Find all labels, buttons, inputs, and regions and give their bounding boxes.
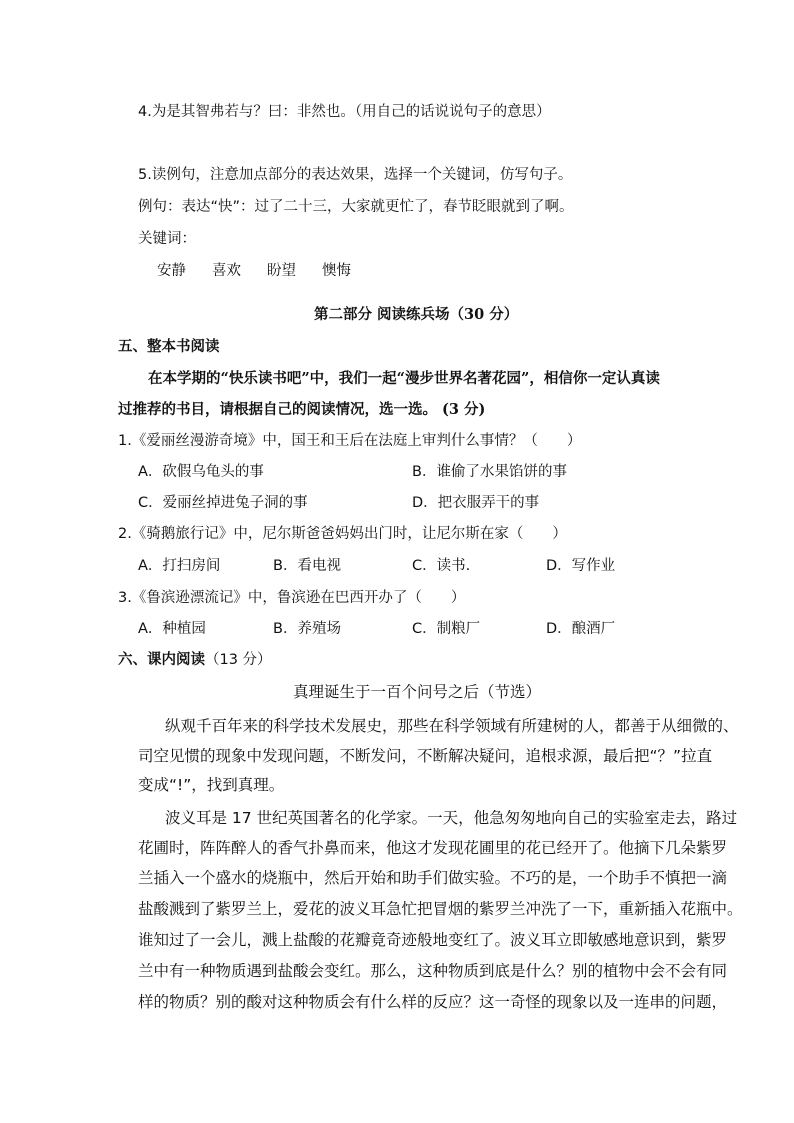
keyword-item: 盼望: [267, 263, 296, 279]
passage-p2-line3: 兰插入一个盛水的烧瓶中，然后开始和助手们做实验。不巧的是，一个助手不慎把一滴: [138, 869, 728, 887]
section5-intro-line2: 过推荐的书目，请根据自己的阅读情况，选一选。 (3 分): [118, 401, 486, 418]
q2-option-d: D．写作业: [546, 558, 616, 574]
question-2-stem: 2.《骑鹅旅行记》中，尼尔斯爸爸妈妈出门时，让尼尔斯在家（ ）: [118, 526, 567, 542]
section6-heading-label: 六、课内阅读: [118, 651, 205, 668]
keyword-item: 懊悔: [322, 263, 351, 279]
question-3-stem: 3.《鲁滨逊漂流记》中，鲁滨逊在巴西开办了（ ）: [118, 590, 466, 606]
q2-option-a: A．打扫房间: [138, 558, 221, 574]
q2-option-c: C．读书.: [412, 558, 471, 574]
question-5: 5.读例句，注意加点部分的表达效果，选择一个关键词，仿写句子。: [138, 167, 573, 183]
passage-p2-line5: 谁知过了一会儿，溅上盐酸的花瓣竟奇迹般地变红了。波义耳立即敏感地意识到，紫罗: [138, 931, 728, 949]
passage-p1-line1: 纵观千百年来的科学技术发展史，那些在科学领域有所建树的人，都善于从细微的、: [165, 717, 739, 735]
q3-option-b: B．养殖场: [273, 621, 341, 637]
passage-p1-line2: 司空见惯的现象中发现问题，不断发问，不断解决疑问，追根求源，最后把“？”拉直: [138, 747, 713, 765]
passage-p2-line2: 花圃时，阵阵醉人的香气扑鼻而来，他这才发现花圃里的花已经开了。他摘下几朵紫罗: [138, 839, 728, 857]
section6-heading: [118, 650, 272, 670]
keyword-item: 安静: [157, 263, 186, 279]
q1-option-b: B．谁偷了水果馅饼的事: [412, 464, 567, 480]
passage-p2-line1: 波义耳是 17 世纪英国著名的化学家。一天，他急匆匆地向自己的实验室走去，路过: [165, 809, 738, 827]
question-1-stem: 1.《爱丽丝漫游奇境》中，国王和王后在法庭上审判什么事情？（ ）: [118, 433, 582, 449]
keyword-list: [157, 261, 377, 281]
question-4: 4.为是其智弗若与？曰：非然也。（用自己的话说说句子的意思）: [138, 104, 551, 120]
passage-p2-line6: 兰中有一种物质遇到盐酸会变红。那么，这种物质到底是什么？别的植物中会不会有同: [138, 962, 728, 980]
passage-p2-line4: 盐酸溅到了紫罗兰上，爱花的波义耳急忙把冒烟的紫罗兰冲洗了一下，重新插入花瓶中。: [138, 900, 743, 918]
section6-heading-score: （13 分）: [205, 652, 272, 668]
passage-p1-line3: 变成“!”，找到真理。: [138, 776, 285, 794]
q1-option-a: A．砍假乌龟头的事: [138, 464, 264, 480]
q1-option-d: D．把衣服弄干的事: [412, 495, 540, 511]
part2-title: 第二部分 阅读练兵场（30 分）: [314, 306, 519, 323]
example-sentence: 例句：表达“快”：过了二十三，大家就更忙了，春节眨眼就到了啊。: [138, 199, 574, 215]
section5-heading: 五、整本书阅读: [118, 338, 220, 355]
passage-p2-line7: 样的物质？别的酸对这种物质会有什么样的反应？这一奇怪的现象以及一连串的问题，: [138, 993, 728, 1011]
passage-title: 真理诞生于一百个问号之后（节选）: [293, 683, 542, 701]
section5-intro-line1: 在本学期的“快乐读书吧”中，我们一起“漫步世界名著花园”，相信你一定认真读: [148, 370, 660, 387]
keyword-label: 关键词：: [138, 231, 196, 247]
q1-option-c: C．爱丽丝掉进兔子洞的事: [138, 495, 308, 511]
q3-option-d: D．酿酒厂: [546, 621, 616, 637]
keyword-item: 喜欢: [212, 263, 241, 279]
q3-option-a: A．种植园: [138, 621, 206, 637]
q2-option-b: B．看电视: [273, 558, 341, 574]
q3-option-c: C．制粮厂: [412, 621, 481, 637]
